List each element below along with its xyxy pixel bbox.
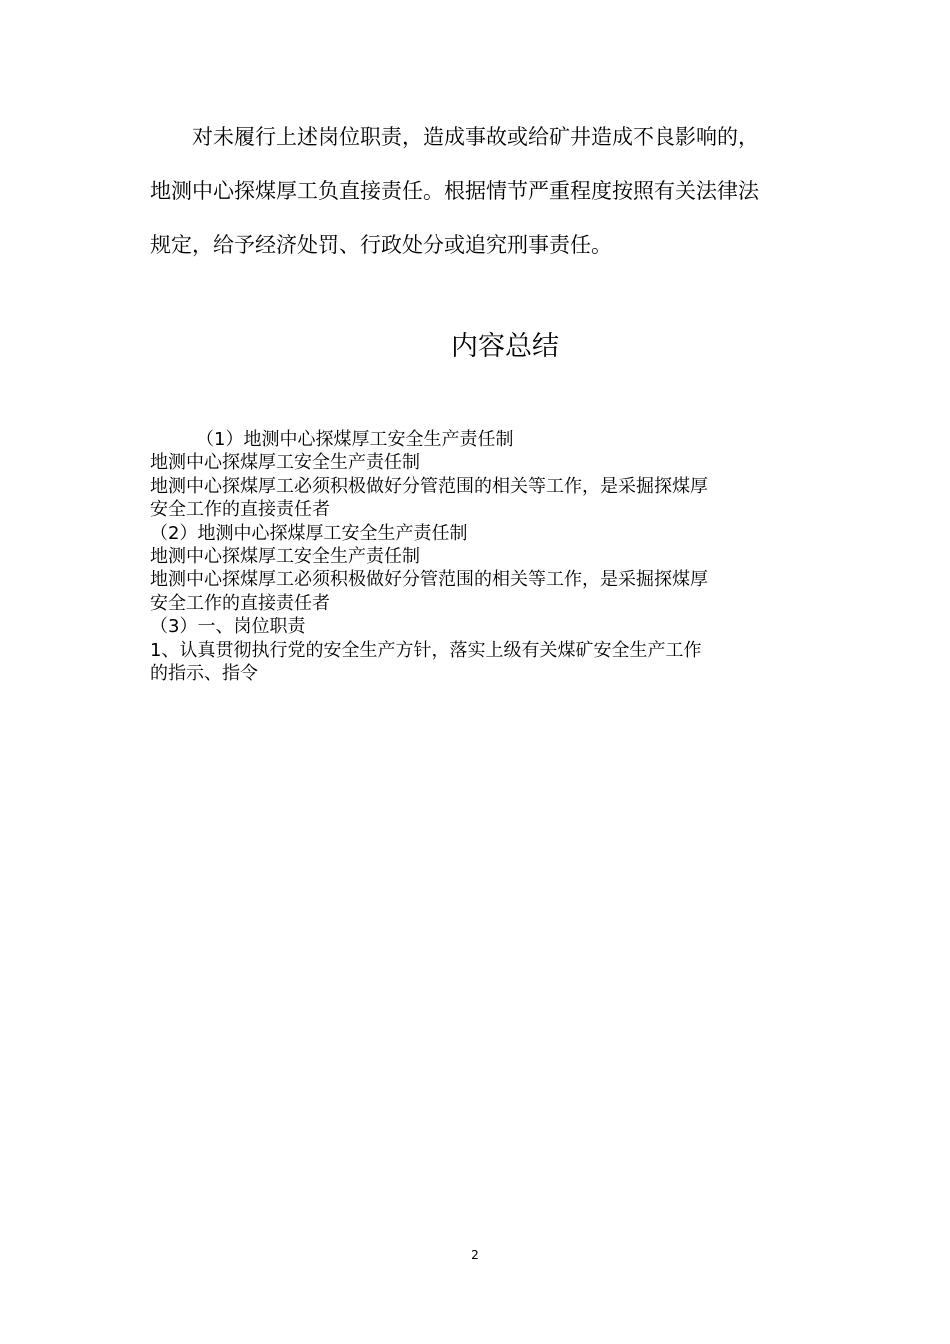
summary-line: 安全工作的直接责任者 <box>150 592 330 614</box>
summary-line: 地测中心探煤厚工必须积极做好分管范围的相关等工作，是采掘探煤厚 <box>150 475 708 497</box>
paragraph-line: 地测中心探煤厚工负直接责任。根据情节严重程度按照有关法律法 <box>150 179 759 203</box>
summary-line: （1）地测中心探煤厚工安全生产责任制 <box>196 429 514 450</box>
summary-line: （2）地测中心探煤厚工安全生产责任制 <box>150 522 468 544</box>
summary-line: （3）一、岗位职责 <box>150 616 306 638</box>
summary-line: 地测中心探煤厚工安全生产责任制 <box>150 452 420 474</box>
summary-line: 地测中心探煤厚工必须积极做好分管范围的相关等工作，是采掘探煤厚 <box>150 569 708 591</box>
summary-line: 的指示、指令 <box>150 663 258 685</box>
summary-line: 地测中心探煤厚工安全生产责任制 <box>150 546 420 568</box>
summary-title: 内容总结 <box>451 331 559 362</box>
page-number: 2 <box>471 1248 479 1262</box>
summary-content <box>150 428 830 685</box>
summary-line: 1、认真贯彻执行党的安全生产方针，落实上级有关煤矿安全生产工作 <box>150 639 702 661</box>
summary-line: 安全工作的直接责任者 <box>150 499 330 521</box>
paragraph-line: 规定，给予经济处罚、行政处分或追究刑事责任。 <box>150 233 612 257</box>
paragraph-line: 对未履行上述岗位职责，造成事故或给矿井造成不良影响的， <box>192 125 759 149</box>
responsibility-paragraph <box>150 110 810 272</box>
